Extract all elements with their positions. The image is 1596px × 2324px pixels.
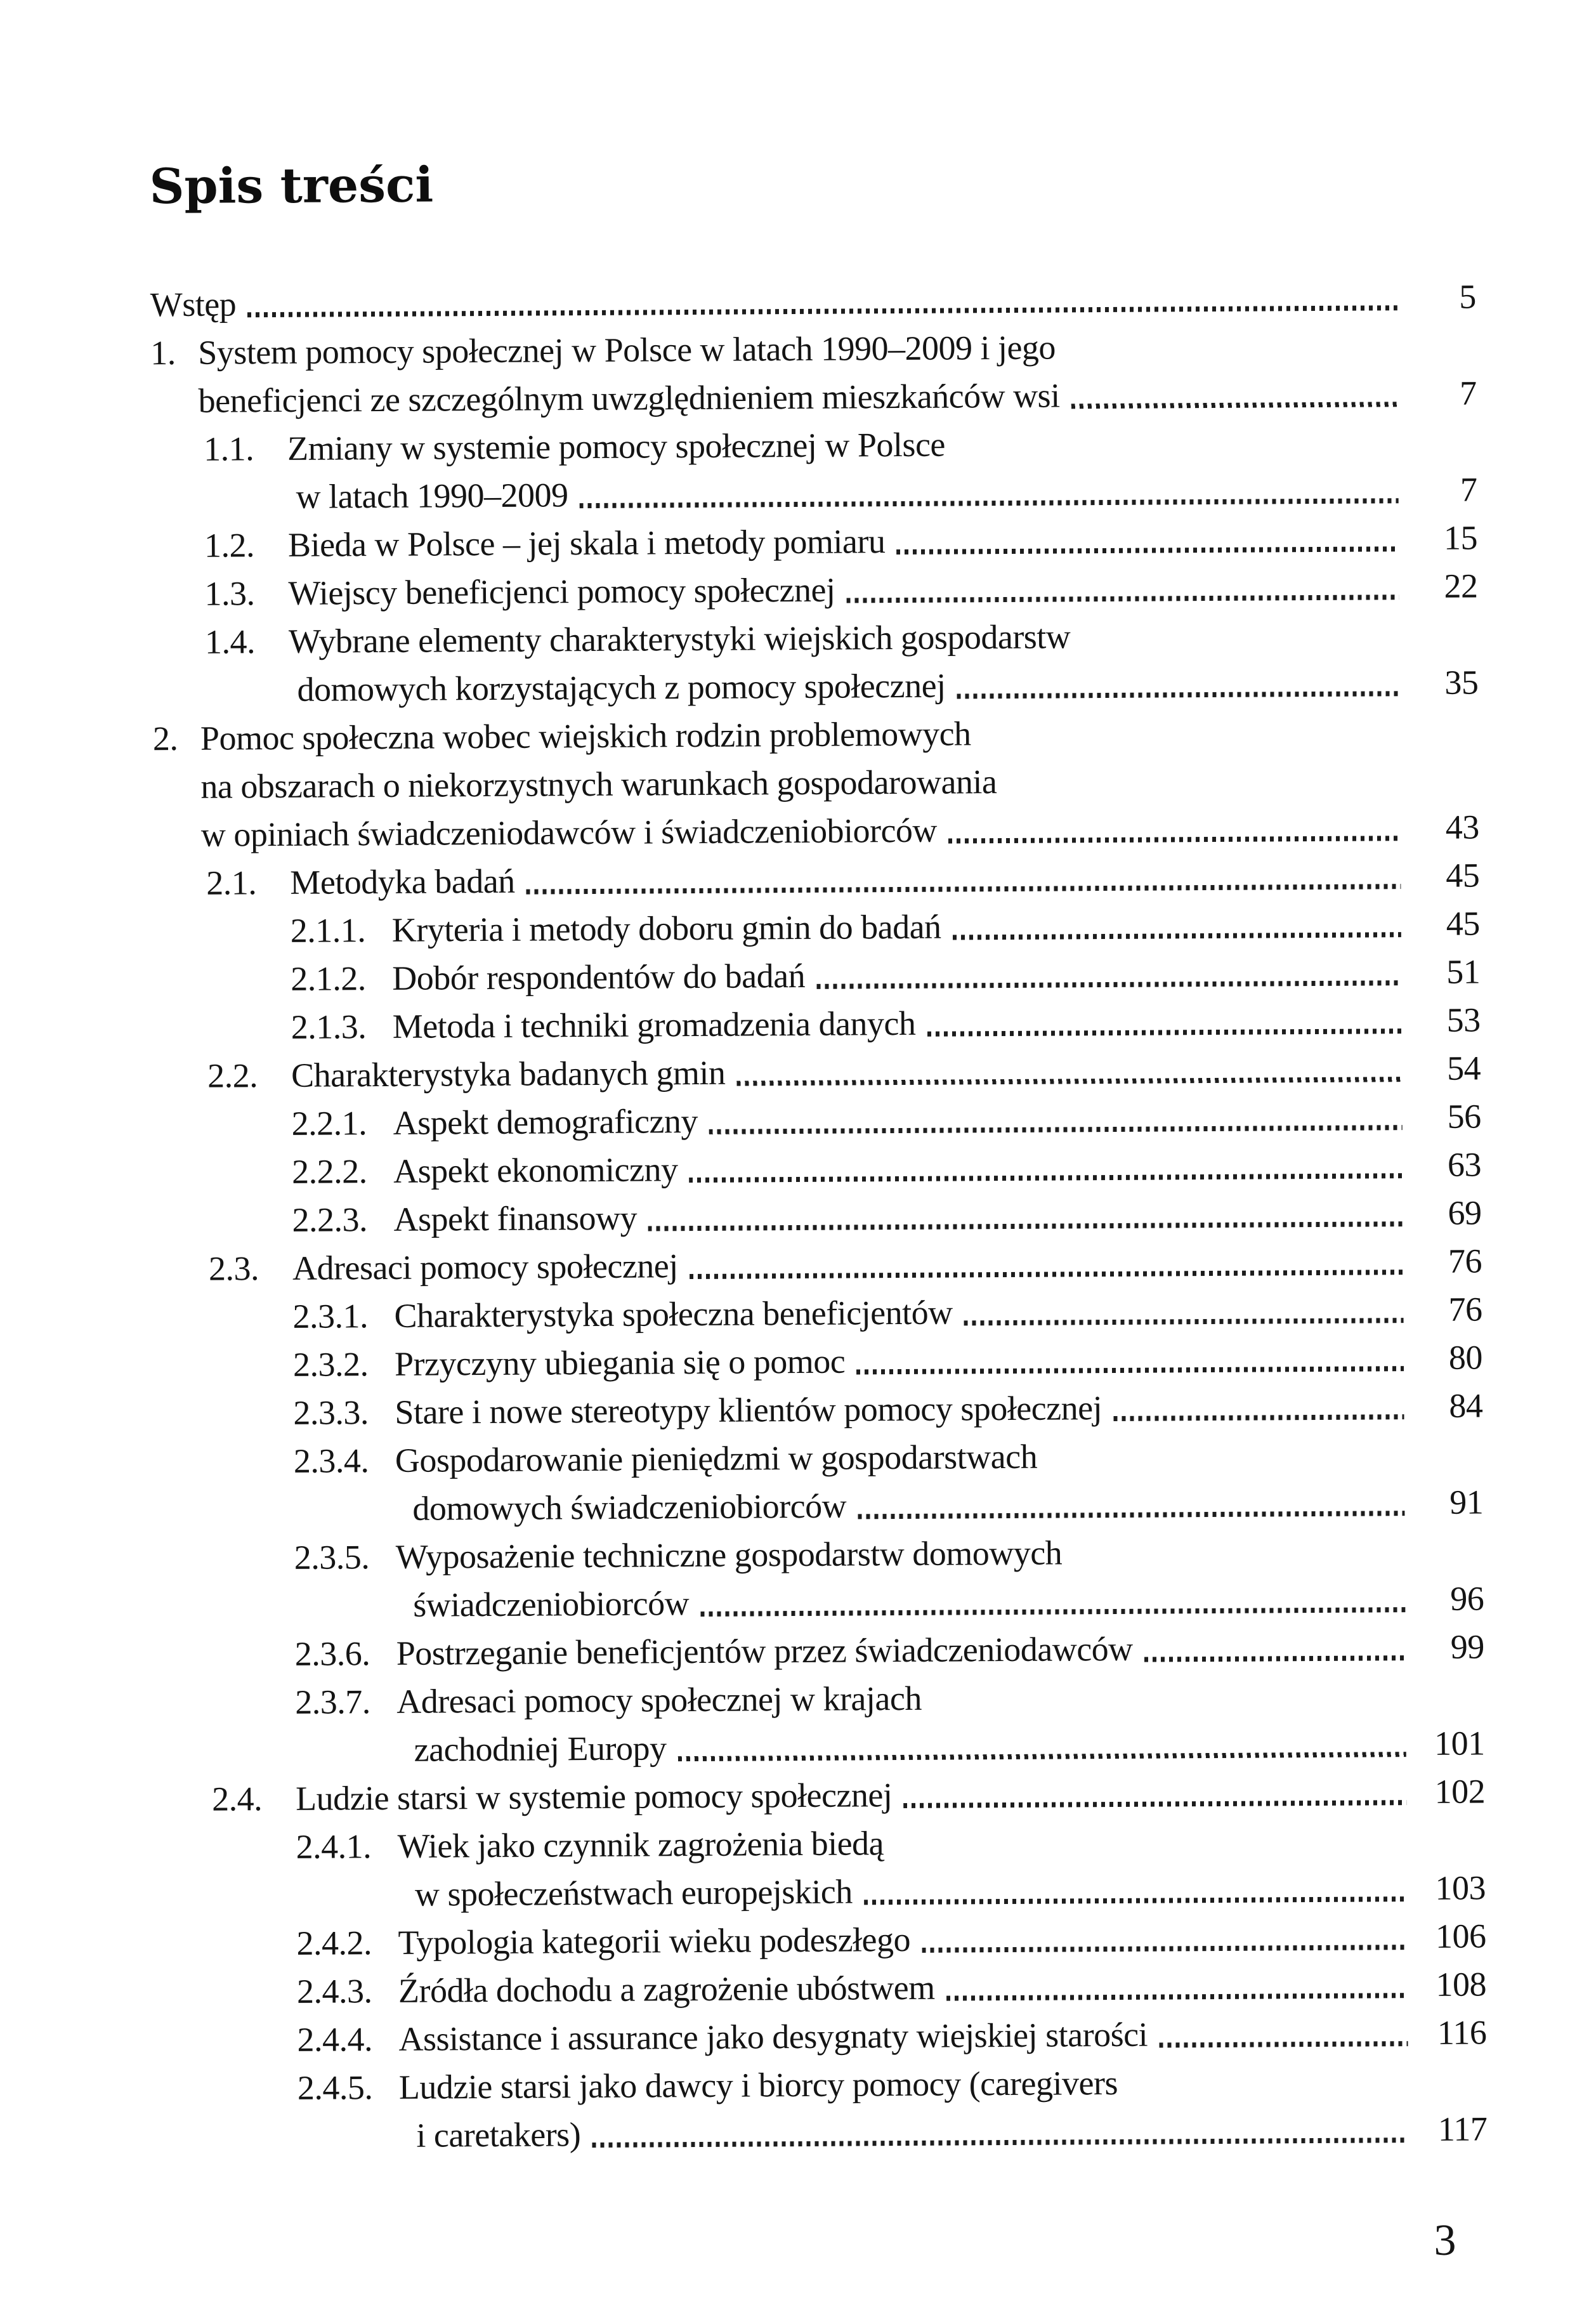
toc-row <box>154 995 1480 1052</box>
toc-row <box>160 1863 1486 1920</box>
toc-entry-label: Aspekt ekonomiczny <box>393 1150 678 1190</box>
toc-entry-label: Źródła dochodu a zagrożenie ubóstwem <box>398 1968 935 2010</box>
toc-entry-label: Charakterystyka badanych gmin <box>291 1053 726 1094</box>
toc-entry-label: Bieda w Polsce – jej skala i metody pomiaru <box>287 522 886 564</box>
toc-dot-leader <box>816 980 1401 989</box>
toc-entry-label: Metoda i techniki gromadzenia danych <box>392 1004 916 1046</box>
toc-page-number: 5 <box>1459 277 1476 316</box>
toc-entry-label: Wybrane elementy charakterystyki wiejskich gospodarstw <box>288 617 1071 660</box>
toc-page-number: 54 <box>1446 1049 1481 1087</box>
toc-dot-leader <box>896 546 1399 555</box>
toc-entry-label: Wiek jako czynnik zagrożenia biedą <box>397 1824 884 1865</box>
toc-dot-leader <box>648 1221 1403 1231</box>
toc-page-number: 116 <box>1437 2013 1487 2052</box>
toc-page-number: 84 <box>1449 1386 1483 1425</box>
toc-row <box>152 658 1478 714</box>
toc-dot-leader <box>927 1028 1401 1037</box>
toc-row <box>155 1140 1481 1197</box>
toc-row <box>158 1574 1484 1631</box>
toc-entry-number: 2.1. <box>206 863 257 902</box>
toc-dot-leader <box>922 1945 1408 1953</box>
toc <box>150 272 1488 2161</box>
page-title: Spis treści <box>149 156 434 215</box>
toc-row <box>155 1092 1481 1148</box>
toc-entry-label: Aspekt finansowy <box>393 1198 638 1238</box>
toc-dot-leader <box>946 1993 1408 2000</box>
toc-row <box>160 2008 1486 2065</box>
toc-page-number: 103 <box>1435 1868 1486 1907</box>
toc-row <box>157 1381 1482 1438</box>
toc-dot-leader <box>580 498 1399 508</box>
toc-row <box>161 2056 1487 2113</box>
toc-entry-number: 1.2. <box>204 526 255 565</box>
toc-dot-leader <box>700 1607 1405 1617</box>
toc-dot-leader <box>856 1366 1404 1374</box>
toc-entry-label: w społeczeństwach europejskich <box>414 1872 853 1914</box>
toc-entry-label: Postrzeganie beneficjentów przez świadczeniodawców <box>396 1629 1133 1672</box>
toc-entry-number: 2.3.4. <box>293 1441 369 1480</box>
toc-row <box>157 1478 1483 1534</box>
toc-row <box>150 320 1476 377</box>
toc-dot-leader <box>953 932 1401 940</box>
toc-row <box>152 513 1477 570</box>
toc-entry-number: 2.4.5. <box>297 2068 373 2107</box>
toc-row <box>150 272 1476 329</box>
toc-row <box>152 610 1478 666</box>
toc-page-number: 43 <box>1445 808 1480 846</box>
toc-entry-label: w opiniach świadczeniodawców i świadczeniobiorców <box>200 811 938 854</box>
toc-entry-number: 2.2. <box>207 1056 258 1095</box>
toc-row <box>160 1912 1486 1968</box>
toc-dot-leader <box>690 1270 1403 1279</box>
toc-dot-leader <box>964 1318 1404 1325</box>
toc-page-number: 101 <box>1434 1724 1485 1763</box>
toc-dot-leader <box>1159 2041 1408 2047</box>
toc-entry-number: 2.3.3. <box>293 1393 369 1432</box>
toc-entry-label: Zmiany w systemie pomocy społecznej w Polsce <box>287 425 946 468</box>
toc-entry-label: Stare i nowe stereotypy klientów pomocy społecznej <box>395 1389 1102 1431</box>
toc-entry-number: 2.4.1. <box>296 1827 372 1866</box>
toc-dot-leader <box>864 1896 1407 1905</box>
toc-row <box>154 803 1479 859</box>
toc-entry-label: Charakterystyka społeczna beneficjentów <box>394 1293 953 1335</box>
toc-entry-label: Wyposażenie techniczne gospodarstw domowych <box>395 1533 1063 1576</box>
toc-row <box>155 1044 1481 1100</box>
toc-page-number: 117 <box>1437 2110 1488 2148</box>
toc-entry-number: 2.3.5. <box>294 1538 370 1577</box>
toc-entry-number: 2.4.4. <box>297 2020 373 2059</box>
toc-dot-leader <box>948 836 1401 843</box>
toc-entry-label: Kryteria i metody doboru gmin do badań <box>391 907 941 949</box>
toc-entry-label: beneficjenci ze szczególnym uwzględnieniem mieszkańców wsi <box>198 376 1060 420</box>
toc-dot-leader <box>903 1800 1406 1808</box>
toc-entry-number: 2. <box>152 719 178 758</box>
toc-page-number: 35 <box>1444 663 1479 702</box>
toc-entry-number: 1.1. <box>203 430 254 468</box>
toc-row <box>160 1960 1486 2016</box>
toc-entry-label: Adresaci pomocy społecznej w krajach <box>396 1679 922 1721</box>
toc-entry-number: 2.2.2. <box>291 1152 367 1191</box>
toc-entry-number: 2.4. <box>211 1780 263 1818</box>
toc-page-number: 45 <box>1446 856 1480 895</box>
toc-entry-label: Wiejscy beneficjenci pomocy społecznej <box>288 570 835 612</box>
toc-page-number: 7 <box>1460 470 1477 509</box>
toc-entry-label: Metodyka badań <box>290 862 515 902</box>
toc-page-number: 69 <box>1448 1193 1482 1232</box>
toc-page-number: 56 <box>1447 1097 1481 1136</box>
toc-dot-leader <box>527 884 1401 894</box>
toc-entry-number: 2.3.7. <box>295 1683 370 1721</box>
toc-entry-number: 2.1.3. <box>291 1008 367 1046</box>
toc-entry-label: w latach 1990–2009 <box>296 476 568 516</box>
toc-entry-label: System pomocy społecznej w Polsce w latach 1990–2009 i jego <box>198 328 1056 372</box>
toc-row <box>159 1719 1484 1775</box>
toc-dot-leader <box>957 691 1400 699</box>
toc-entry-label: Pomoc społeczna wobec wiejskich rodzin problemowych <box>200 714 971 758</box>
toc-entry-label: Aspekt demograficzny <box>393 1101 698 1142</box>
toc-page-number: 99 <box>1450 1627 1484 1666</box>
toc-entry-number: 2.2.1. <box>291 1104 367 1143</box>
toc-page-number: 45 <box>1446 904 1480 943</box>
toc-entry-label: Wstęp <box>150 285 237 324</box>
toc-dot-leader <box>592 2137 1408 2148</box>
toc-page-number: 22 <box>1444 567 1478 605</box>
toc-entry-label: zachodniej Europy <box>414 1729 667 1769</box>
toc-row <box>153 754 1479 811</box>
toc-entry-number: 2.1.2. <box>291 959 366 998</box>
toc-dot-leader <box>737 1077 1403 1086</box>
toc-entry-number: 1. <box>150 333 176 372</box>
toc-entry-label: Ludzie starsi w systemie pomocy społecznej <box>295 1776 893 1818</box>
toc-row <box>159 1671 1484 1727</box>
toc-row <box>154 851 1479 907</box>
toc-row <box>156 1237 1482 1293</box>
toc-entry-label: Gospodarowanie pieniędzmi w gospodarstwach <box>395 1437 1038 1480</box>
toc-dot-leader <box>858 1511 1404 1519</box>
toc-row <box>154 947 1480 1004</box>
toc-entry-number: 2.3.6. <box>294 1634 370 1673</box>
toc-dot-leader <box>678 1752 1406 1761</box>
toc-row <box>154 899 1480 955</box>
toc-entry-number: 2.1.1. <box>290 911 366 950</box>
toc-entry-label: Dobór respondentów do badań <box>392 956 806 997</box>
toc-row <box>159 1815 1485 1872</box>
toc-entry-number: 1.4. <box>204 622 256 661</box>
toc-page-number: 102 <box>1434 1772 1486 1811</box>
toc-page-number: 51 <box>1446 952 1481 991</box>
toc-entry-label: Typologia kategorii wieku podeszłego <box>398 1920 911 1962</box>
toc-dot-leader <box>247 305 1397 317</box>
toc-page-number: 76 <box>1448 1290 1482 1329</box>
toc-row <box>157 1429 1483 1486</box>
folio-page-number: 3 <box>1434 2216 1456 2265</box>
toc-entry-number: 2.2.3. <box>292 1200 368 1239</box>
toc-row <box>157 1333 1482 1389</box>
toc-entry-label: Adresaci pomocy społecznej <box>292 1247 678 1287</box>
toc-row <box>152 561 1477 618</box>
toc-row <box>158 1526 1484 1582</box>
toc-entry-label: i caretakers) <box>416 2115 581 2155</box>
toc-row <box>156 1285 1482 1341</box>
toc-entry-number: 2.3.2. <box>292 1345 369 1384</box>
toc-row <box>150 369 1476 425</box>
toc-page-number: 7 <box>1459 374 1477 412</box>
toc-dot-leader <box>847 594 1399 603</box>
toc-row <box>151 417 1477 473</box>
toc-page-number: 63 <box>1447 1145 1482 1184</box>
toc-page-number: 76 <box>1448 1242 1482 1280</box>
toc-dot-leader <box>1144 1655 1406 1662</box>
toc-page-number: 80 <box>1448 1338 1483 1377</box>
toc-row <box>153 706 1479 763</box>
toc-entry-label: Ludzie starsi jako dawcy i biorcy pomocy (caregivers <box>398 2063 1118 2106</box>
toc-page-number: 106 <box>1435 1917 1486 1955</box>
toc-page-number: 108 <box>1436 1965 1487 2004</box>
toc-row <box>159 1622 1484 1679</box>
toc-dot-leader <box>709 1125 1403 1134</box>
toc-entry-label: Przyczyny ubiegania się o pomoc <box>394 1342 846 1383</box>
toc-entry-label: Assistance i assurance jako desygnaty wiejskiej starości <box>398 2015 1148 2058</box>
toc-dot-leader <box>690 1173 1403 1183</box>
toc-entry-label: na obszarach o niekorzystnych warunkach gospodarowania <box>200 763 997 806</box>
toc-page-number: 53 <box>1446 1001 1481 1039</box>
toc-dot-leader <box>1071 402 1398 409</box>
toc-entry-label: domowych korzystających z pomocy społecznej <box>297 666 946 709</box>
toc-entry-number: 2.3.1. <box>292 1297 369 1336</box>
toc-entry-number: 2.3. <box>208 1249 259 1288</box>
toc-row <box>161 2104 1487 2161</box>
toc-dot-leader <box>1113 1414 1404 1421</box>
toc-entry-label: świadczeniobiorców <box>413 1584 690 1624</box>
toc-page-number: 15 <box>1443 518 1478 557</box>
toc-page-number: 96 <box>1450 1579 1484 1618</box>
toc-entry-label: domowych świadczeniobiorców <box>412 1487 847 1528</box>
toc-entry-number: 2.4.3. <box>296 1972 372 2011</box>
toc-row <box>159 1767 1485 1823</box>
toc-entry-number: 1.3. <box>204 574 255 613</box>
toc-entry-number: 2.4.2. <box>296 1924 372 1962</box>
toc-row <box>155 1188 1481 1245</box>
toc-page-number: 91 <box>1449 1483 1484 1521</box>
toc-row <box>151 465 1477 522</box>
